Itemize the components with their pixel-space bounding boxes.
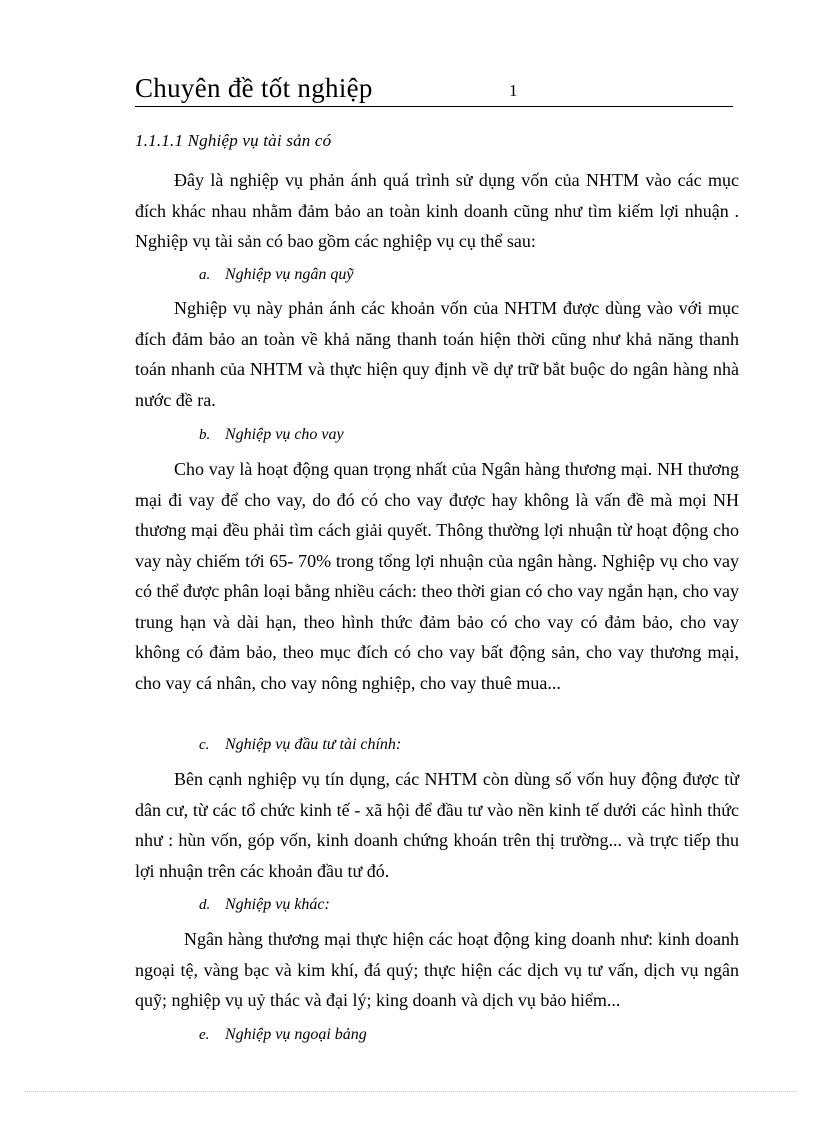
subheading-marker: c. <box>199 737 210 753</box>
subheading-marker: e. <box>199 1027 210 1043</box>
subheading-e <box>199 1026 367 1044</box>
paragraph-b: Cho vay là hoạt động quan trọng nhất của Ngân hàng thương mại. NH thương mại đi vay để cho vay, do đó có cho vay được hay không là vấn đề mà mọi NH thương mại đều phải tìm cách giải quyết. Thông thường lợi nhuận từ hoạt động cho vay này chiếm tới 65- 70% trong tổng lợi nhuận của ngân hàng. Nghiệp vụ cho vay có thể được phân loại bằng nhiều cách: theo thời gian có cho vay ngắn hạn, cho vay trung hạn và dài hạn, theo hình thức đảm bảo có cho vay có đảm bảo, cho vay không có đảm bảo, theo mục đích có cho vay bất động sản, cho vay thương mại, cho vay cá nhân, cho vay nông nghiệp, cho vay thuê mua... <box>135 459 739 693</box>
header-title: Chuyên đề tốt nghiệp <box>135 73 373 103</box>
subheading-title: Nghiệp vụ ngân quỹ <box>225 266 354 283</box>
subheading-title: Nghiệp vụ cho vay <box>225 426 344 443</box>
intro-paragraph: Đây là nghiệp vụ phản ánh quá trình sử dụng vốn của NHTM vào các mục đích khác nhau nhằm đảm bảo an toàn kinh doanh cũng như tìm kiếm lợi nhuận . Nghiệp vụ tài sản có bao gồm các nghiệp vụ cụ thể sau: <box>135 170 739 251</box>
subheading-title: Nghiệp vụ đầu tư tài chính: <box>225 736 402 753</box>
subheading-title: Nghiệp vụ ngoại bảng <box>225 1026 367 1043</box>
subheading-marker: b. <box>199 427 211 443</box>
page-number: 1 <box>509 81 518 100</box>
page-bottom-border <box>24 1091 796 1092</box>
subheading-d <box>199 896 330 914</box>
paragraph-d: Ngân hàng thương mại thực hiện các hoạt động king doanh như: kinh doanh ngoại tệ, vàng bạc và kim khí, đá quý; thực hiện các dịch vụ tư vấn, dịch vụ ngân quỹ; nghiệp vụ uỷ thác và đại lý; king doanh và dịch vụ bảo hiểm... <box>135 929 739 1010</box>
page-header <box>135 70 733 107</box>
subheading-c <box>199 736 401 754</box>
subheading-marker: a. <box>199 267 211 283</box>
subheading-title: Nghiệp vụ khác: <box>225 896 330 913</box>
subheading-marker: d. <box>199 897 211 913</box>
subheading-b <box>199 426 344 444</box>
section-title: 1.1.1.1 Nghiệp vụ tài sản có <box>135 131 332 150</box>
paragraph-a: Nghiệp vụ này phản ánh các khoản vốn của NHTM được dùng vào với mục đích đảm bảo an toàn về khả năng thanh toán hiện thời cũng như khả năng thanh toán nhanh của NHTM và thực hiện quy định về dự trữ bắt buộc do ngân hàng nhà nước đề ra. <box>135 298 739 410</box>
paragraph-c: Bên cạnh nghiệp vụ tín dụng, các NHTM còn dùng số vốn huy động được từ dân cư, từ các tổ chức kinh tế - xã hội để đầu tư vào nền kinh tế dưới các hình thức như : hùn vốn, góp vốn, kinh doanh chứng khoán trên thị trường... và trực tiếp thu lợi nhuận trên các khoản đầu tư đó. <box>135 769 739 881</box>
subheading-a <box>199 266 353 284</box>
